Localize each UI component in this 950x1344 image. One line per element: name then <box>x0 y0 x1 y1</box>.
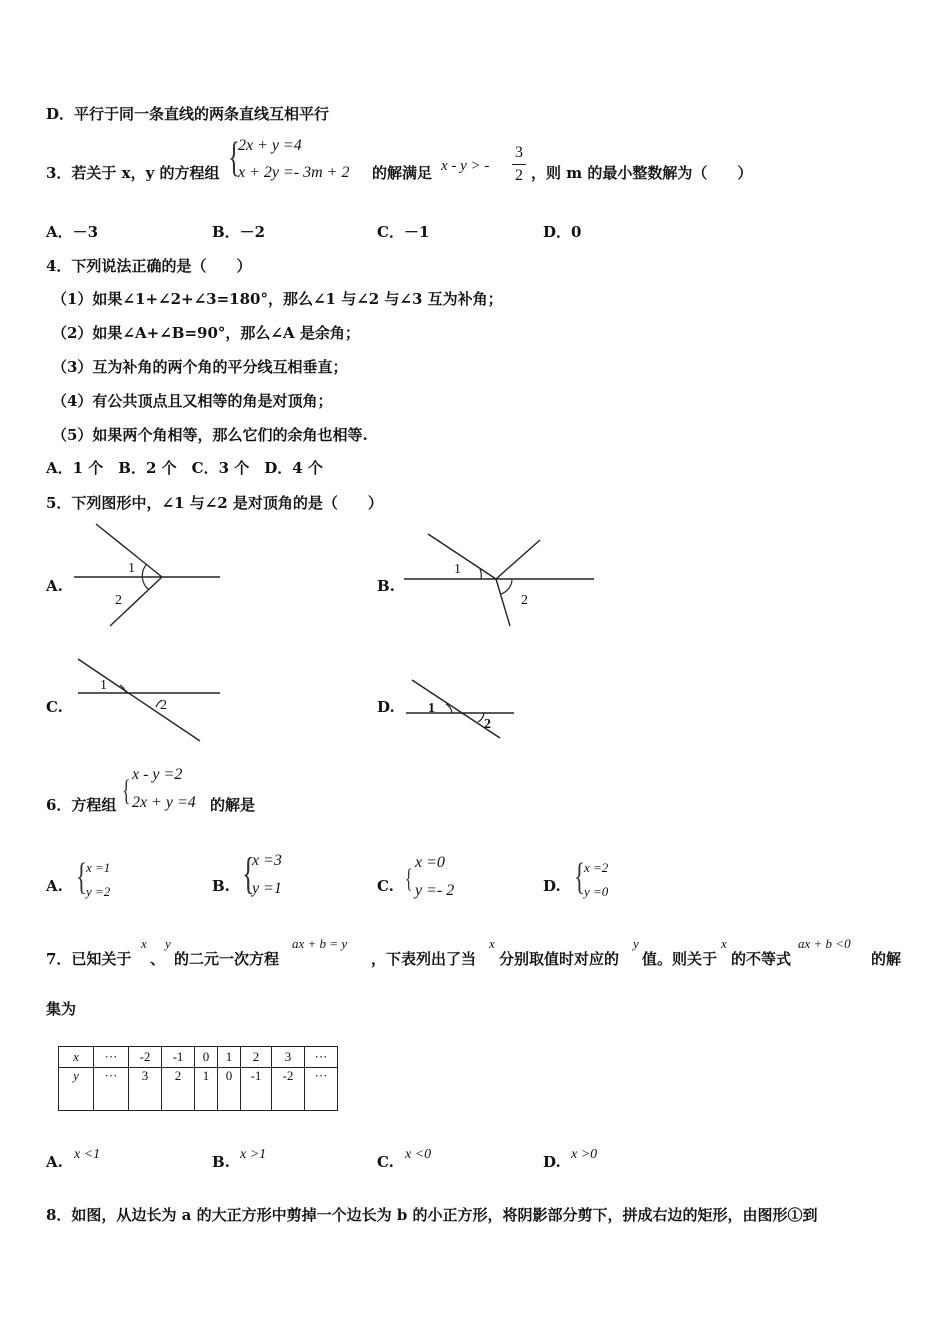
q3-stem-prefix: 3．若关于 x，y 的方程组 <box>46 164 220 182</box>
q7-part-3: ，下表列出了当 <box>371 950 477 968</box>
table-cell: y <box>59 1068 94 1111</box>
q6-option-a <box>76 858 146 906</box>
q6-option-b <box>242 849 312 904</box>
q3-option-c: C．－1 <box>377 223 430 241</box>
q7-option-c: x <0 <box>405 1147 432 1162</box>
fig-c-angle-1: 1 <box>100 678 107 693</box>
q7-part-6: 的不等式 <box>731 950 792 968</box>
q7-inequality: ax + b <0 <box>798 936 851 951</box>
q7-equation: ax + b = y <box>292 936 348 951</box>
table-cell: ··· <box>94 1068 129 1111</box>
fig-d-angle-1: 1 <box>428 701 435 716</box>
q5-figure-b <box>400 528 600 632</box>
q3-frac-den: 2 <box>515 167 523 184</box>
fig-a-angle-2: 2 <box>115 593 122 608</box>
table-row-x <box>59 1047 338 1068</box>
q6-option-d-l2: y =0 <box>584 884 609 899</box>
q3-eq1: 2x + y =4 <box>238 137 302 154</box>
q7-var-y: y <box>165 936 171 951</box>
q7-part-8: 集为 <box>46 1000 77 1018</box>
q6-stem-suffix: 的解是 <box>210 796 256 814</box>
q5-label-d: D. <box>377 698 395 716</box>
table-cell: 0 <box>218 1068 241 1111</box>
q6-option-c <box>405 854 485 904</box>
q4-options: A．1 个 B．2 个 C．3 个 D．4 个 <box>46 459 323 477</box>
q5-figure-d <box>402 676 518 742</box>
q6-option-d <box>574 858 644 906</box>
q7-part-5: 值。则关于 <box>642 950 718 968</box>
q3-option-a: A．－3 <box>46 223 99 241</box>
q3-frac-num: 3 <box>515 144 523 161</box>
q3-stem-suffix: ，则 m 的最小整数解为（ ） <box>531 164 753 182</box>
q6-option-c-label: C. <box>377 877 394 895</box>
q7-option-a: x <1 <box>74 1147 101 1162</box>
q8-stem: 8．如图，从边长为 a 的大正方形中剪掉一个边长为 b 的小正方形，将阴影部分剪下，拼成右边的矩形，由图形①到 <box>46 1206 818 1224</box>
q7-var-x-3: x <box>721 936 727 951</box>
fig-b-right-ray <box>496 540 540 579</box>
q6-option-b-l2: y =1 <box>252 880 282 897</box>
q5-label-b: B. <box>377 577 395 595</box>
table-cell: x <box>59 1047 94 1068</box>
q7-option-b-label: B. <box>212 1153 230 1171</box>
q4-statement-2: （2）如果∠A+∠B=90°，那么∠A 是余角； <box>52 324 360 342</box>
q4-statement-4: （4）有公共顶点且又相等的角是对顶角； <box>52 392 333 410</box>
table-cell: -2 <box>129 1047 162 1068</box>
q7-option-d: x >0 <box>571 1147 598 1162</box>
fig-c-angle-2: 2 <box>160 698 167 713</box>
brace-icon: { <box>228 135 241 181</box>
q3-option-b: B．－2 <box>212 223 266 241</box>
q7-part-2: 的二元一次方程 <box>174 950 280 968</box>
q6-option-c-l1: x =0 <box>415 854 445 871</box>
q3-condition: x - y > - <box>441 158 490 174</box>
fig-b-lower-ray <box>496 579 510 626</box>
q3-option-d: D．0 <box>543 223 582 241</box>
brace-icon: { <box>574 856 585 898</box>
q7-option-b: x >1 <box>240 1147 267 1162</box>
q5-stem: 5．下列图形中，∠1 与∠2 是对顶角的是（ ） <box>46 494 383 512</box>
q7-var-x: x <box>141 936 147 951</box>
table-cell: 1 <box>195 1068 218 1111</box>
table-cell: 2 <box>241 1047 272 1068</box>
q7-part-1: 7．已知关于 <box>46 950 132 968</box>
brace-icon: { <box>405 864 413 893</box>
q7-option-a-label: A. <box>46 1153 63 1171</box>
table-cell: -2 <box>272 1068 305 1111</box>
q3-equation-system <box>228 137 368 189</box>
q7-part-4: 分别取值时对应的 <box>499 950 620 968</box>
q7-part-7: 的解 <box>871 950 902 968</box>
table-cell: -1 <box>241 1068 272 1111</box>
q6-option-a-l2: y =2 <box>86 884 111 899</box>
fig-b-left-ray <box>428 534 496 579</box>
q5-label-a: A. <box>46 577 63 595</box>
q5-label-c: C. <box>46 698 63 716</box>
fig-b-angle-1: 1 <box>454 562 461 577</box>
q2-option-d: D．平行于同一条直线的两条直线互相平行 <box>46 105 330 123</box>
table-row-y <box>59 1068 338 1111</box>
q6-option-d-l1: x =2 <box>584 860 609 875</box>
q6-option-b-label: B. <box>212 877 230 895</box>
q3-fraction <box>509 144 529 185</box>
q6-option-c-l2: y =- 2 <box>415 882 455 899</box>
fig-b-angle-arc-1 <box>480 569 481 579</box>
q7-value-table <box>58 1046 338 1111</box>
q7-sep: 、 <box>150 950 166 968</box>
q6-equation-system <box>122 766 212 818</box>
q4-statement-3: （3）互为补角的两个角的平分线互相垂直； <box>52 358 348 376</box>
fig-b-angle-arc-2 <box>501 580 512 594</box>
q4-stem: 4．下列说法正确的是（ ） <box>46 257 252 275</box>
table-cell: -1 <box>162 1047 195 1068</box>
fig-c-transversal <box>78 659 200 741</box>
q4-statement-1: （1）如果∠1+∠2+∠3=180°，那么∠1 与∠2 与∠3 互为补角； <box>52 290 503 308</box>
fig-d-angle-2: 2 <box>484 717 491 732</box>
q4-statement-5: （5）如果两个角相等，那么它们的余角也相等. <box>52 426 368 444</box>
table-cell: ··· <box>94 1047 129 1068</box>
q6-option-b-l1: x =3 <box>252 852 282 869</box>
q5-figure-a <box>70 520 230 632</box>
q7-option-c-label: C. <box>377 1153 394 1171</box>
q7-var-x-2: x <box>489 936 495 951</box>
table-cell: 2 <box>162 1068 195 1111</box>
q3-mid: 的解满足 <box>372 164 433 182</box>
brace-icon: { <box>242 849 255 898</box>
table-cell: 3 <box>272 1047 305 1068</box>
table-cell: 3 <box>129 1068 162 1111</box>
q5-figure-c <box>74 655 224 747</box>
table-cell: 0 <box>195 1047 218 1068</box>
q6-option-d-label: D. <box>543 877 561 895</box>
q6-eq2: 2x + y =4 <box>132 794 196 811</box>
q7-option-d-label: D. <box>543 1153 561 1171</box>
q6-eq1: x - y =2 <box>132 766 183 783</box>
q3-eq2: x + 2y =- 3m + 2 <box>238 164 350 181</box>
q7-var-y-2: y <box>633 936 639 951</box>
q6-stem-prefix: 6．方程组 <box>46 796 117 814</box>
table-cell: ··· <box>305 1068 338 1111</box>
table-cell: 1 <box>218 1047 241 1068</box>
q6-option-a-label: A. <box>46 877 63 895</box>
fig-a-angle-1: 1 <box>128 561 135 576</box>
table-cell: ··· <box>305 1047 338 1068</box>
brace-icon: { <box>122 774 131 807</box>
brace-icon: { <box>76 856 87 898</box>
q6-option-a-l1: x =1 <box>86 860 111 875</box>
fig-b-angle-2: 2 <box>521 593 528 608</box>
